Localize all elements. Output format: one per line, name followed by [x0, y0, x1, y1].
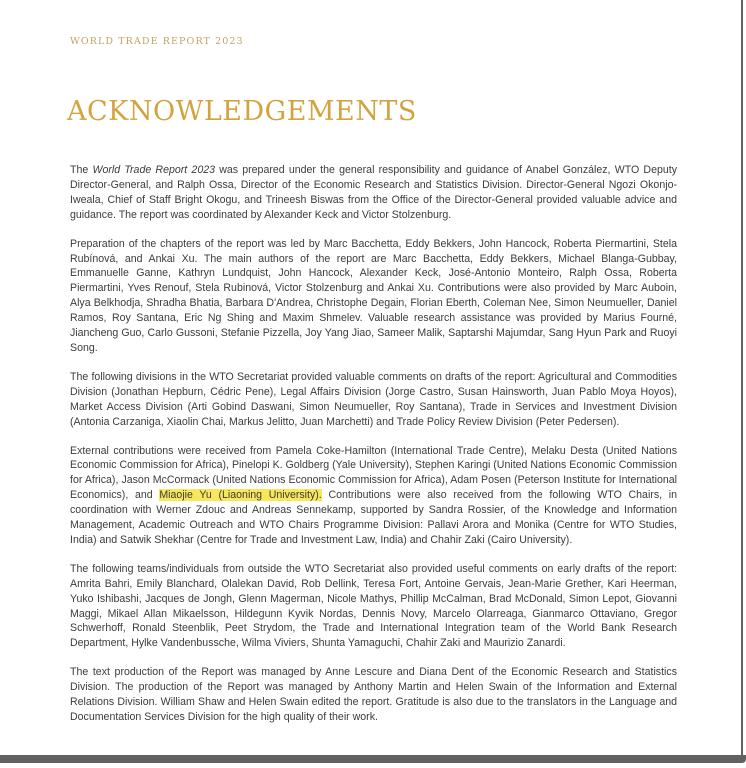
- paragraph: The text production of the Report was managed by Anne Lescure and Diana Dent of the Economic Research and Statistics Division. The production of the Report was managed by Anthony Martin and Helen Swain of the Information and External Relations Division. William Shaw and Helen Swain edited the report. Gratitude is also due to the translators in the Language and Documentation Services Division for the high quality of their work.: [70, 666, 677, 723]
- page-edge-right: [741, 0, 743, 758]
- highlighted-text: Miaojie Yu (Liaoning University).: [159, 489, 322, 502]
- report-title-kicker: WORLD TRADE REPORT 2023: [70, 36, 244, 47]
- paragraph: The following divisions in the WTO Secretariat provided valuable comments on drafts of the report: Agricultural and Commodities Division (Jonathan Hepburn, Cédric Pene), Legal Affairs Division (Jorge Castro, Susan Hainsworth, Juan Pablo Moya Hoyos), Market Access Division (Arti Gobind Daswani, Simon Neumueller, Roy Santana), Trade in Services and Investment Division (Antonia Carzaniga, Xiaolin Chai, Markus Jelitto, Juan Marchetti) and Trade Policy Review Division (Peter Pedersen).: [70, 370, 677, 428]
- paragraph: External contributions were received from Pamela Coke-Hamilton (International Trade Centre), Melaku Desta (United Nations Economic Commission for Africa), Pinelopi K. Goldberg (Yale University), Stephen Karingi (United Nations Economic Commission for Africa), Jason McCormack (United Nations Economic Commission for Africa), Adam Posen (Peterson Institute for International Economics), and Miaojie Yu (Liaoning University). Contributions were also received from the following WTO Chairs, in coordination with Werner Zdouc and Andreas Sennekamp, supported by Sandra Rossier, of the Knowledge and Information Management, Academic Outreach and WTO Chairs Programme Division: Pallavi Arora and Monika (Centre for WTO Studies, India) and Satwik Shekhar (Centre for Trade and Investment Law, India) and Chahir Zaki (Cairo University).: [70, 444, 678, 546]
- page-edge-bottom: [0, 755, 746, 763]
- paragraph: Preparation of the chapters of the report was led by Marc Bacchetta, Eddy Bekkers, John Hancock, Roberta Piermartini, Stela Rubínová, and Ankai Xu. The main authors of the report are Marc Bacchetta, Eddy Bekkers, Michael Blanga-Gubbay, Emmanuelle Ganne, Kathryn Lundquist, John Hancock, Alexander Keck, José-Antonio Monteiro, Ralph Ossa, Roberta Piermartini, Yves Renouf, Stela Rubinová, Victor Stolzenburg and Ankai Xu. Contributions were also provided by Marc Auboin, Alya Belkhodja, Shradha Bhatia, Barbara D'Andrea, Christophe Degain, Florian Eberth, Coleman Nee, Simon Neumueller, Daniel Ramos, Roy Santana, Eric Ng Shing and Maxim Shmelev. Valuable research assistance was provided by Marius Fourné, Jiancheng Guo, Carlo Gussoni, Stefanie Pizzella, Joy Yang Jiao, Sameer Malik, Saptarshi Majumdar, Sang Hyun Park and Ruoyi Song.: [70, 237, 677, 354]
- page-title: ACKNOWLEDGEMENTS: [67, 96, 417, 127]
- paragraph: The World Trade Report 2023 was prepared under the general responsibility and guidance of Anabel González, WTO Deputy Director-General, and Ralph Ossa, Director of the Economic Research and Statistics Division. Director-General Ngozi Okonjo-Iweala, Chief of Staff Bright Okogu, and Trineesh Biswas from the Office of the Director-General provided valuable advice and guidance. The report was coordinated by Alexander Keck and Victor Stolzenburg.: [70, 164, 677, 221]
- acknowledgements-text: [70, 163, 677, 739]
- paragraph: The following teams/individuals from outside the WTO Secretariat also provided useful comments on early drafts of the report: Amrita Bahri, Emily Blanchard, Olalekan David, Rob Dellink, Teresa Fort, Antoine Gervais, Jean-Marie Grether, Kari Heerman, Yuko Ishibashi, Jacques de Jongh, Glenn Magerman, Nicole Mathys, Phillip McCalman, Brad McDonald, Simon Lepot, Giovanni Maggi, Mikael Allan Mikaelsson, Hildegunn Kyvik Nordas, Dennis Novy, Marcelo Olarreaga, Gianmarco Ottaviano, Gregor Schwerhoff, Ronald Steenblik, Peet Strydom, the Trade and International Integration team of the World Bank Research Department, Hylke Vandenbussche, Wilma Viviers, Shunta Yamaguchi, Chahir Zaki and Maurizio Zanardi.: [70, 562, 677, 650]
